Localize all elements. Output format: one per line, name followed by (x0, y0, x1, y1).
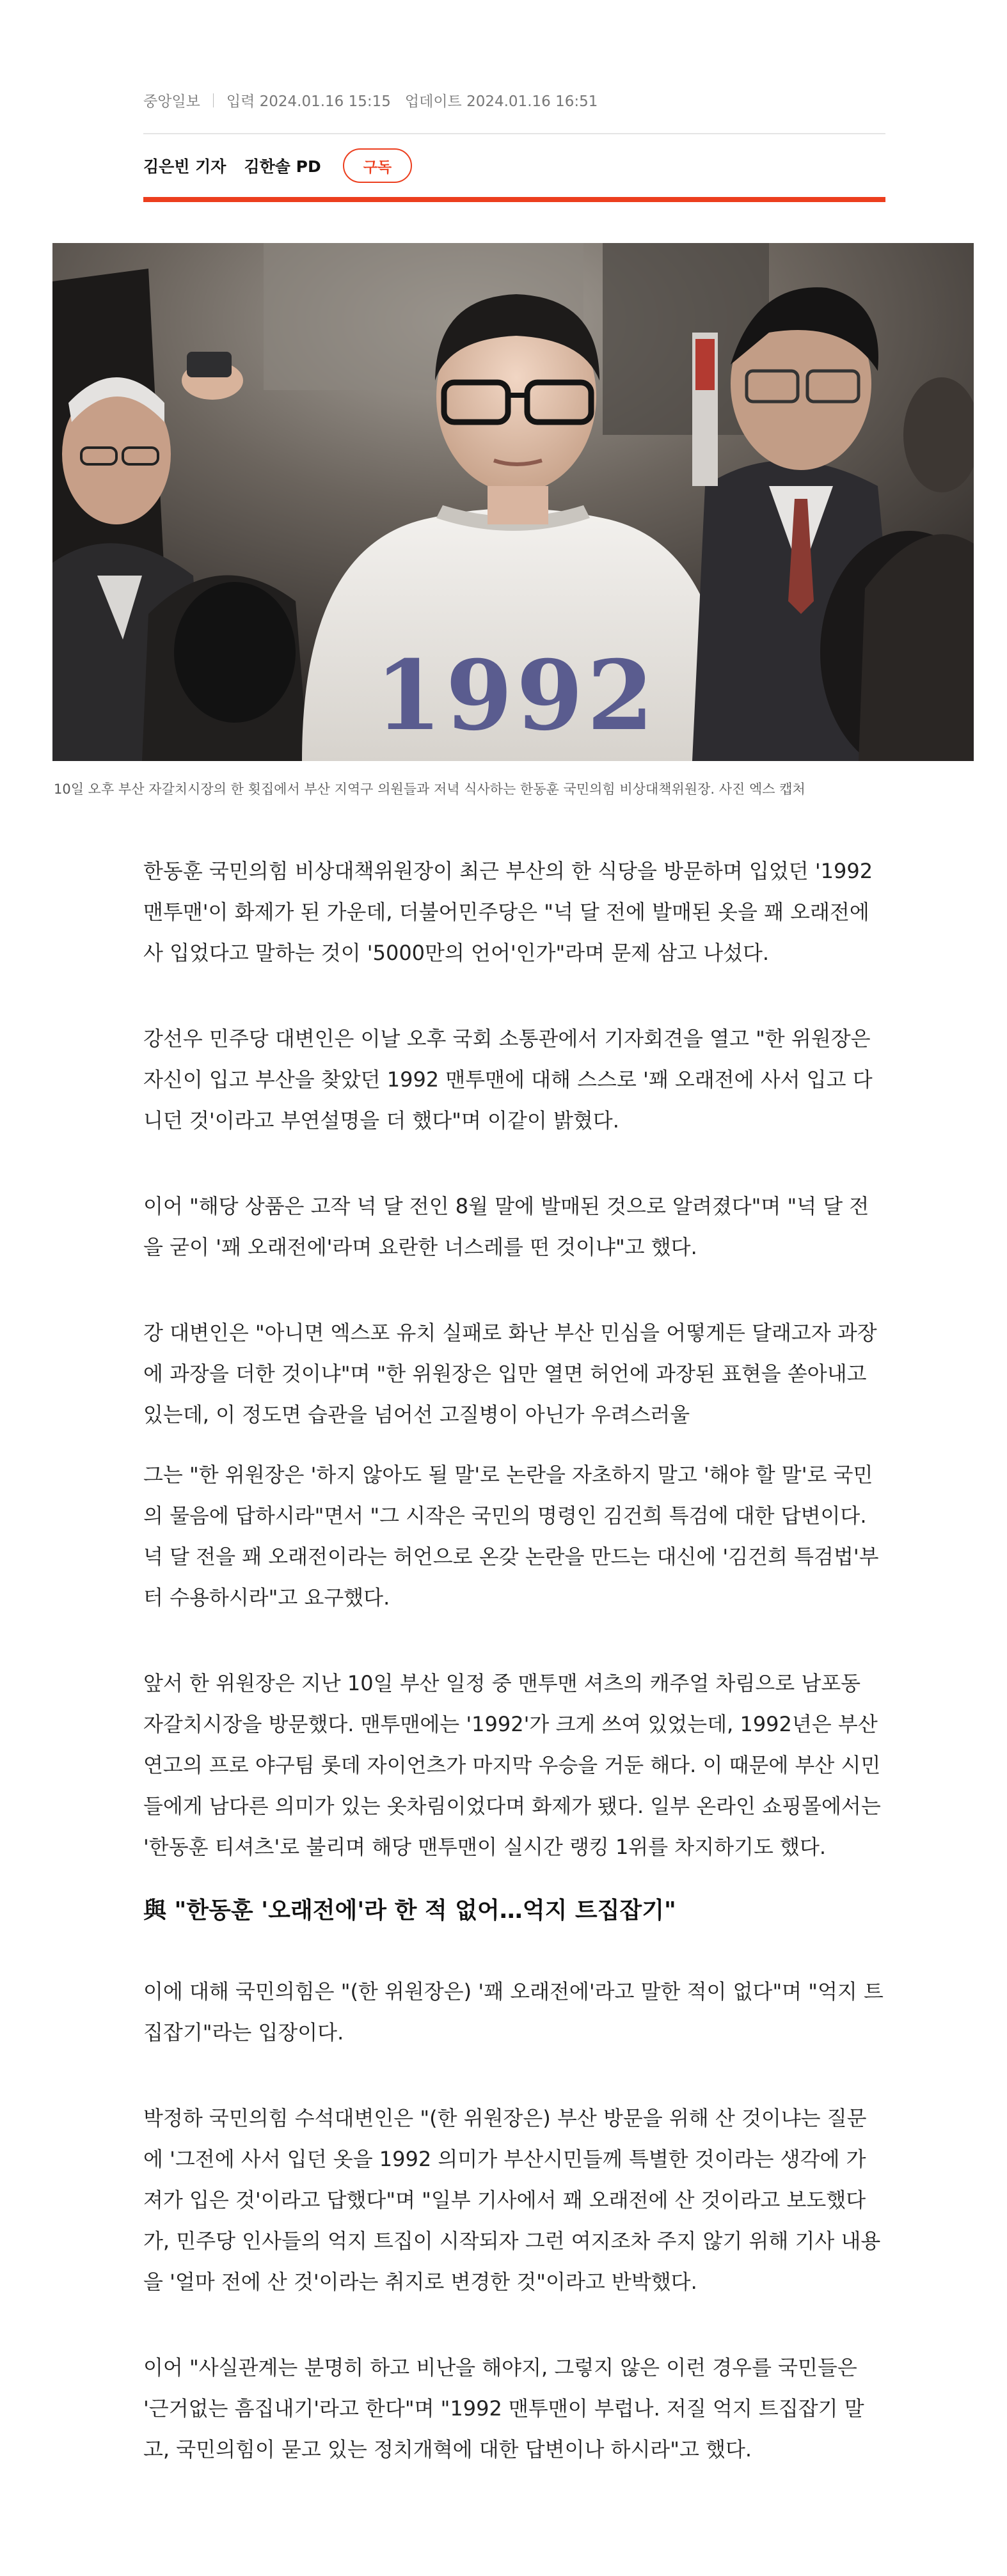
reporter-name[interactable]: 김은빈 기자 (143, 157, 226, 176)
article-subheading: 與 "한동훈 '오래전에'라 한 적 없어…억지 트집잡기" (143, 1897, 676, 1924)
article-photo[interactable] (52, 243, 974, 761)
publisher-name: 중앙일보 (143, 93, 200, 110)
article-paragraph: 그는 "한 위원장은 '하지 않아도 될 말'로 논란을 자초하지 말고 '해야 할 말'로 국민의 물음에 답하시라"면서 "그 시작은 국민의 명령인 김건희 특검에 대한 답변이다. 넉 달 전을 꽤 오래전이라는 허언으로 온갖 논란을 만드는 대신에 '김건희 특검법'부터 수용하시라"고 요구했다. (143, 1463, 879, 1610)
article-body (143, 851, 885, 2470)
photo-illustration (52, 243, 974, 761)
article-paragraph: 이어 "사실관계는 분명히 하고 비난을 해야지, 그렇지 않은 이런 경우를 국민들은 '근거없는 흠집내기'라고 한다"며 "1992 맨투맨이 부럽나. 저질 억지 트집잡기 말고, 국민의힘이 묻고 있는 정치개혁에 대한 답변이나 하시라"고 했다. (143, 2355, 864, 2462)
meta-separator (213, 93, 214, 107)
article-paragraph: 박정하 국민의힘 수석대변인은 "(한 위원장은) 부산 방문을 위해 산 것이냐는 질문에 '그전에 사서 입던 옷을 1992 의미가 부산시민들께 특별한 것이라는 생각에 가져가 입은 것'이라고 답했다"며 "일부 기사에서 꽤 오래전에 산 것이라고 보도했다가, 민주당 인사들의 억지 트집이 시작되자 그런 여지조차 주지 않기 위해 기사 내용을 '얼마 전에 산 것'이라는 취지로 변경한 것"이라고 반박했다. (143, 2106, 881, 2294)
published-time: 입력 2024.01.16 15:15 (226, 93, 391, 110)
meta-divider (143, 133, 885, 134)
photo-caption: 10일 오후 부산 자갈치시장의 한 횟집에서 부산 지역구 의원들과 저녁 식사하는 한동훈 국민의힘 비상대책위원장. 사진 엑스 캡처 (54, 781, 805, 797)
article-meta (143, 90, 598, 111)
shirt-print: 1992 (375, 640, 658, 752)
article-paragraph: 강 대변인은 "아니면 엑스포 유치 실패로 화난 부산 민심을 어떻게든 달래고자 과장에 과장을 더한 것이냐"며 "한 위원장은 입만 열면 허언에 과장된 표현을 쏟아내고 있는데, 이 정도면 습관을 넘어선 고질병이 아닌가 우려스러울 (143, 1321, 877, 1427)
article-paragraph: 한동훈 국민의힘 비상대책위원장이 최근 부산의 한 식당을 방문하며 입었던 '1992 맨투맨'이 화제가 된 가운데, 더불어민주당은 "넉 달 전에 발매된 옷을 꽤 오래전에 사 입었다고 말하는 것이 '5000만의 언어'인가"라며 문제 삼고 나섰다. (143, 859, 873, 965)
article-paragraph: 강선우 민주당 대변인은 이날 오후 국회 소통관에서 기자회견을 열고 "한 위원장은 자신이 입고 부산을 찾았던 1992 맨투맨에 대해 스스로 '꽤 오래전에 사서 입고 다니던 것'이라고 부연설명을 더 했다"며 이같이 밝혔다. (143, 1026, 873, 1133)
article-paragraph: 이어 "해당 상품은 고작 넉 달 전인 8월 말에 발매된 것으로 알려졌다"며 "넉 달 전을 굳이 '꽤 오래전에'라며 요란한 너스레를 떤 것이냐"고 했다. (143, 1194, 869, 1259)
article-paragraph: 앞서 한 위원장은 지난 10일 부산 일정 중 맨투맨 셔츠의 캐주얼 차림으로 남포동 자갈치시장을 방문했다. 맨투맨에는 '1992'가 크게 쓰여 있었는데, 1992년은 부산 연고의 프로 야구팀 롯데 자이언츠가 마지막 우승을 거둔 해다. 이 때문에 부산 시민들에게 남다른 의미가 있는 옷차림이었다며 화제가 됐다. 일부 온라인 쇼핑몰에서는 '한동훈 티셔츠'로 불리며 해당 맨투맨이 실시간 랭킹 1위를 차지하기도 했다. (143, 1671, 881, 1859)
header-accent-bar (143, 197, 885, 202)
article-paragraph: 이에 대해 국민의힘은 "(한 위원장은) '꽤 오래전에'라고 말한 적이 없다"며 "억지 트집잡기"라는 입장이다. (143, 1979, 884, 2045)
reporter-name[interactable]: 김한솔 PD (244, 157, 321, 176)
subscribe-button[interactable]: 구독 (343, 148, 412, 183)
updated-time: 업데이트 2024.01.16 16:51 (404, 93, 598, 110)
byline (143, 148, 412, 183)
